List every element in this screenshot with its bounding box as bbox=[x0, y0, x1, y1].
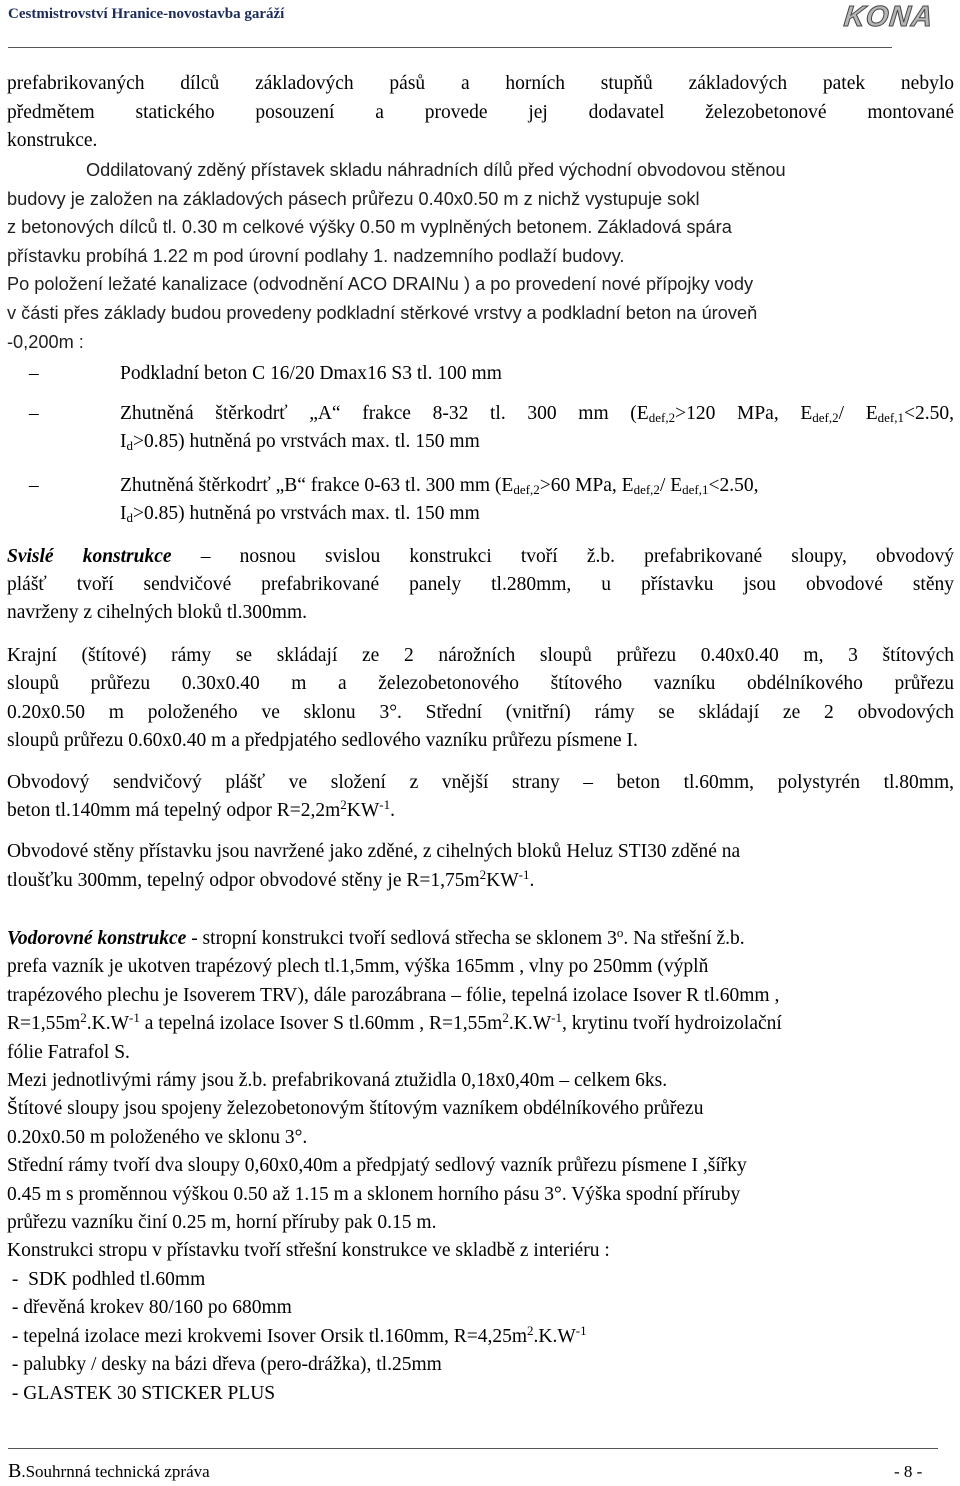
text-line: 0.45 m s proměnnou výškou 0.50 až 1.15 m a sklonem horního pásu 3°. Výška spodní příruby bbox=[7, 1183, 741, 1205]
text-line: prefabrikovaných dílců základových pásů a horních stupňů základových patek nebylo bbox=[7, 73, 954, 94]
kona-logo: KONA bbox=[842, 1, 936, 33]
paragraph-vertical-structures: Svislé konstrukce – nosnou svislou konstrukci tvoří ž.b. prefabrikované sloupy, obvodový plášť tvoří sendvičové prefabrikované panely tl.280mm, u přístavku jsou obvodové stěny navrženy z cihelných bloků tl.300mm. bbox=[7, 543, 954, 627]
list-item: - GLASTEK 30 STICKER PLUS bbox=[7, 1382, 276, 1404]
dash-bullet: – bbox=[29, 363, 39, 384]
text-line: Po položení ležaté kanalizace (odvodnění ACO DRAINu ) a po provedení nové přípojky vody bbox=[7, 274, 754, 294]
list-item-text: Zhutněná štěrkodrť „B“ frakce 0-63 tl. 300 mm ($E_{def,2}>60$ MPa, $E_{def,2}/$ $E_{def,1}<2.50$, $I_d>0.85$) hutněná po vrstvách max. tl. 150 mm bbox=[120, 475, 759, 525]
text-line: budovy je založen na základových pásech průřezu 0.40x0.50 m z nichž vystupuje sokl bbox=[7, 188, 700, 209]
footer-title: B.Souhrnná technická zpráva bbox=[8, 1460, 210, 1482]
text-line: přístavku probíhá 1.22 m pod úrovní podlahy 1. nadzemního podlaží budovy. bbox=[7, 245, 625, 266]
text-line: 0.20x0.50 m položeného ve sklonu 3°. bbox=[7, 1126, 308, 1148]
paragraph-horizontal-structures bbox=[7, 925, 954, 1408]
header-divider bbox=[8, 47, 892, 48]
text-line: Vodorovné konstrukce - stropní konstrukci tvoří sedlová střecha se sklonem 3$^o$. Na střešní ž.b. bbox=[7, 925, 745, 949]
text-line: Konstrukci stropu v přístavku tvoří střešní konstrukce ve skladbě z interiéru : bbox=[7, 1240, 610, 1262]
list-item-text: Podkladní beton C 16/20 Dmax16 S3 tl. 100 mm bbox=[120, 363, 502, 384]
text-line: trapézového plechu je Isoverem TRV), dále parozábrana – fólie, tepelná izolace Isover R tl.60mm , bbox=[7, 984, 780, 1006]
text-line: fólie Fatrafol S. bbox=[7, 1041, 130, 1063]
text-line: sloupů průřezu 0.60x0.40 m a předpjatého sedlového vazníku průřezu písmene I. bbox=[7, 729, 638, 751]
dash-bullet: – bbox=[29, 403, 39, 424]
list-item: - SDK podhled tl.60mm bbox=[7, 1268, 206, 1290]
text-line: Štítové sloupy jsou spojeny železobetonovým štítovým vazníkem obdélníkového průřezu bbox=[7, 1098, 704, 1120]
section-heading: Vodorovné konstrukce bbox=[7, 928, 187, 949]
list-item: - tepelná izolace mezi krokvemi Isover Orsik tl.160mm, $R=4,25m^2.K.W^{-1}$ bbox=[7, 1322, 587, 1347]
text-line: v části přes základy budou provedeny podkladní stěrkové vrstvy a podkladní beton na úroveň bbox=[7, 303, 758, 323]
list-item: - dřevěná krokev 80/160 po 680mm bbox=[7, 1297, 292, 1319]
section-heading: Svislé konstrukce bbox=[7, 546, 172, 567]
text-line: Mezi jednotlivými rámy jsou ž.b. prefabrikovaná ztužidla 0,18x0,40m – celkem 6ks. bbox=[7, 1070, 668, 1092]
text-line: Střední rámy tvoří dva sloupy 0,60x0,40m a předpjatý sedlový vazník průřezu písmene I ,šířky bbox=[7, 1155, 747, 1177]
text-line: 0.20x0.50 m položeného ve sklonu 3°. Střední (vnitřní) rámy se skládají ze 2 obvodových bbox=[7, 701, 954, 723]
paragraph-drainage bbox=[7, 270, 954, 357]
text-line: prefa vazník je ukotven trapézový plech tl.1,5mm, výška 165mm , vlny po 250mm (výplň bbox=[7, 956, 709, 978]
paragraph-sandwich-cladding bbox=[7, 769, 954, 825]
paragraph-annex-walls bbox=[7, 838, 954, 895]
text-line: navrženy z cihelných bloků tl.300mm. bbox=[7, 602, 308, 623]
text-line: z betonových dílců tl. 0.30 m celkové výšky 0.50 m vyplněných betonem. Základová spára bbox=[7, 217, 732, 237]
text-line: Oddilatovaný zděný přístavek skladu náhradních dílů před východní obvodovou stěnou bbox=[86, 160, 786, 180]
text-line: Obvodové stěny přístavku jsou navržené jako zděné, z cihelných bloků Heluz STI30 zděné na bbox=[7, 841, 741, 862]
paragraph-foundation-prefab bbox=[7, 70, 954, 156]
text-line: Obvodový sendvičový plášť ve složení z vnější strany – beton tl.60mm, polystyrén tl.80mm, bbox=[7, 772, 954, 793]
list-item-text: Zhutněná štěrkodrť „A“ frakce 8-32 tl. 300 mm ($E_{def,2}>120$ MPa, $E_{def,2}/$ $E_{def,1}<2.50$, $I_d>0.85$) hutněná po vrstvách max. tl. 150 mm bbox=[120, 403, 954, 453]
page-header bbox=[0, 0, 960, 56]
text-line: sloupů průřezu 0.30x0.40 m a železobetonového štítového vazníku obdélníkového průřezu bbox=[7, 673, 954, 695]
text-line: konstrukce. bbox=[7, 130, 98, 152]
header-title: Cestmistrovství Hranice-novostavba garáží bbox=[8, 6, 285, 22]
text-line: beton tl.140mm má tepelný odpor $R=2,2m^2KW^{-1}$. bbox=[7, 797, 395, 821]
paragraph-annex-foundation bbox=[7, 156, 954, 270]
text-line: průřezu vazníku činí 0.25 m, horní příruby pak 0.15 m. bbox=[7, 1212, 437, 1234]
page-number: - 8 - bbox=[894, 1462, 923, 1481]
list-item: - palubky / desky na bázi dřeva (pero-drážka), tl.25mm bbox=[7, 1354, 442, 1376]
footer-divider bbox=[8, 1448, 938, 1449]
text-line: -0,200m : bbox=[7, 332, 84, 352]
dash-bullet: – bbox=[29, 475, 39, 496]
paragraph-frames bbox=[7, 642, 954, 755]
text-line: $R=1,55m^2.K.W^{-1}$ a tepelná izolace Isover S tl.60mm , $R=1,55m^2.K.W^{-1}$, krytinu tvoří hydroizolační bbox=[7, 1010, 782, 1035]
text-line: Krajní (štítové) rámy se skládají ze 2 nárožních sloupů průřezu 0.40x0.40 m, 3 štítových bbox=[7, 645, 954, 666]
text-line: plášť tvoří sendvičové prefabrikované panely tl.280mm, u přístavku jsou obvodové stěny bbox=[7, 574, 954, 595]
text-line: tloušťku 300mm, tepelný odpor obvodové stěny je $R=1,75m^2KW^{-1}$. bbox=[7, 866, 535, 891]
text-line: předmětem statického posouzení a provede jej dodavatel železobetonové montované bbox=[7, 101, 954, 123]
